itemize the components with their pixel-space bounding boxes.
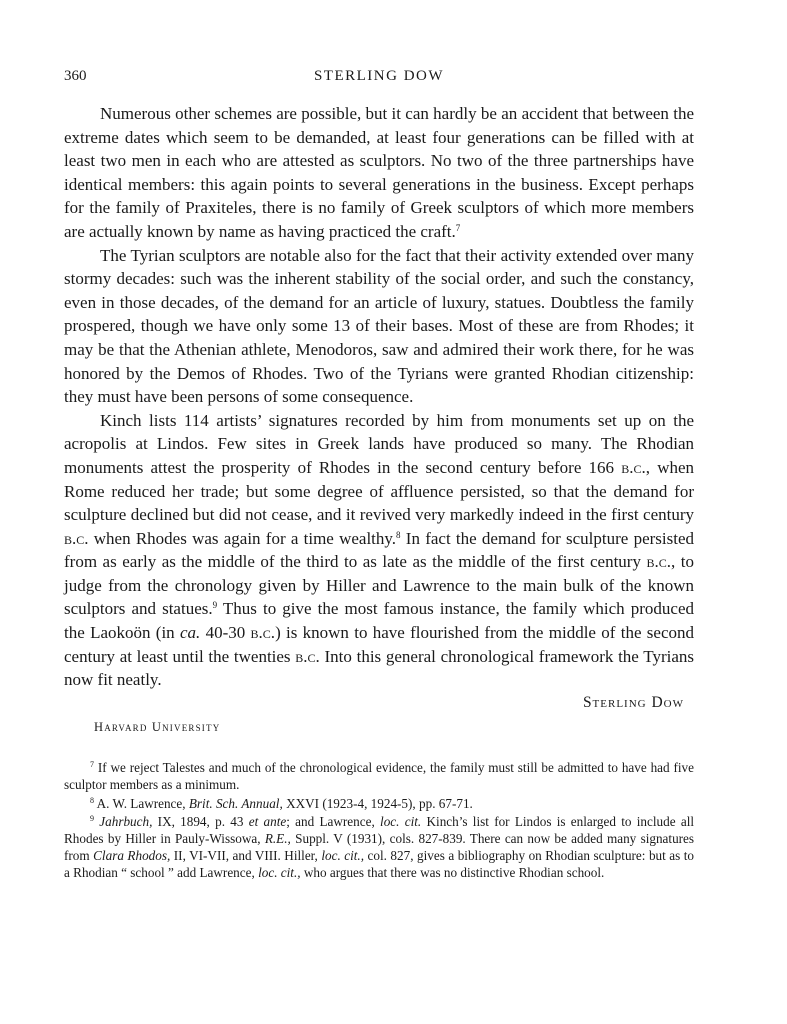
author-affiliation: Harvard University [94, 720, 221, 734]
italic-title: Clara Rhodos, [93, 847, 171, 863]
footnote-number: 7 [90, 760, 94, 769]
era-abbreviation: b.c. [250, 623, 276, 643]
paragraph-text: , when Rome reduced her trade; but some degree of affluence persisted, so that the demand for sculpture declined but did not cease, and it revived very markedly indeed in the first century [64, 457, 695, 525]
italic-term: R.E., [264, 831, 291, 847]
footnote-number: 8 [90, 795, 94, 805]
paragraph-text: ) is known to have flourished from the middle of the second century at least until the twenties [64, 623, 695, 666]
paragraph-2 [64, 244, 694, 409]
page-number: 360 [64, 68, 87, 84]
paragraph-text: Thus to give the most famous instance, the family which produced the Laokoön (in [64, 599, 694, 643]
body-text [64, 102, 694, 692]
footnote-8 [64, 796, 694, 813]
footnote-text: II, VI-VII, and VIII. Hiller, [173, 847, 318, 863]
footnote-text: ; and Lawrence, [286, 814, 375, 830]
footnote-text: Kinch’s list for Lindos is enlarged to include all Rhodes by Hiller in Pauly-Wissowa, [64, 814, 695, 847]
footnotes [64, 760, 694, 884]
author-signature: Sterling Dow [582, 694, 684, 711]
paragraph-text: In fact the demand for sculpture persisted from as early as the middle of the third to as late as the middle of the first century [64, 528, 695, 572]
era-abbreviation: b.c. [621, 457, 646, 477]
paragraph-text: . Into this general chronological framework the Tyrians now fit neatly. [64, 646, 694, 690]
paragraph-text: Numerous other schemes are possible, but it can hardly be an accident that between the extreme dates which seem to be demanded, at least four generations can be filled with at least two men in each who are attested as sculptors. No two of the three partnerships have identical members: this again points to several generations in the business. Except perhaps for the family of Praxiteles, there is no family of Greek sculptors of which more members are actually known by name as having practiced the craft. [64, 104, 694, 241]
paragraph-1 [64, 102, 694, 244]
footnote-text: IX, 1894, p. 43 [157, 814, 244, 830]
paragraph-text: The Tyrian sculptors are notable also for the fact that their activity extended over many stormy decades: such was the inherent stability of the social order, and such the constancy, even in those decades, of the demand for an article of luxury, statues. Doubtless the family prospered, though we have only some 13 of their bases. Most of these are from Rhodes; it may be that the Athenian athlete, Menodoros, saw and admired their work there, for he was honored by the Demos of Rhodes. Two of the Tyrians were granted Rhodian citizenship: they must have been persons of some consequence. [64, 245, 694, 407]
footnote-7 [64, 760, 694, 794]
italic-term: loc. cit., [321, 847, 365, 863]
page-header [64, 68, 694, 88]
footnote-ref-9: 9 [212, 600, 218, 611]
footnote-number: 9 [90, 814, 94, 824]
italic-term: ca. [179, 623, 201, 643]
footnote-text: XXVI (1923-4, 1924-5), pp. 67-71. [286, 795, 473, 811]
era-abbreviation: b.c. [646, 552, 672, 572]
paragraph-text: when Rhodes was again for a time wealthy. [93, 528, 397, 548]
italic-term: loc. cit., [258, 864, 301, 880]
italic-title: Brit. Sch. Annual, [188, 795, 283, 811]
era-abbreviation: b.c [295, 646, 316, 666]
paragraph-text: , to judge from the chronology given by Hiller and Lawrence to the main bulk of the known sculptors and statues. [64, 552, 695, 619]
italic-term: loc. cit. [380, 814, 422, 830]
footnote-ref-8: 8 [396, 529, 401, 540]
footnote-text: A. W. Lawrence, [96, 795, 186, 811]
paragraph-3 [64, 409, 694, 692]
footnote-9 [64, 814, 694, 881]
running-head: STERLING DOW [313, 68, 445, 84]
italic-term: et ante [248, 814, 287, 830]
footnote-text: col. 827, gives a bibliography on Rhodian sculpture: but as to a Rhodian “ school ” add Lawrence, [64, 847, 695, 880]
italic-title: Jahrbuch, [99, 814, 153, 830]
footnote-text: who argues that there was no distinctive Rhodian school. [303, 864, 605, 880]
footnote-ref-7: 7 [455, 222, 461, 233]
footnote-text: If we reject Talestes and much of the chronological evidence, the family must still be admitted to have had five sculptor members as a minimum. [64, 760, 694, 792]
paragraph-text: Kinch lists 114 artists’ signatures recorded by him from monuments set up on the acropolis at Lindos. Few sites in Greek lands have produced so many. The Rhodian monuments attest the prosperity of Rhodes in the second century before 166 [64, 410, 694, 477]
footnote-text: Suppl. V (1931), cols. 827-839. There can now be added many signatures from [64, 831, 695, 863]
era-abbreviation: b.c. [64, 528, 89, 548]
paragraph-text: 40-30 [205, 623, 246, 643]
